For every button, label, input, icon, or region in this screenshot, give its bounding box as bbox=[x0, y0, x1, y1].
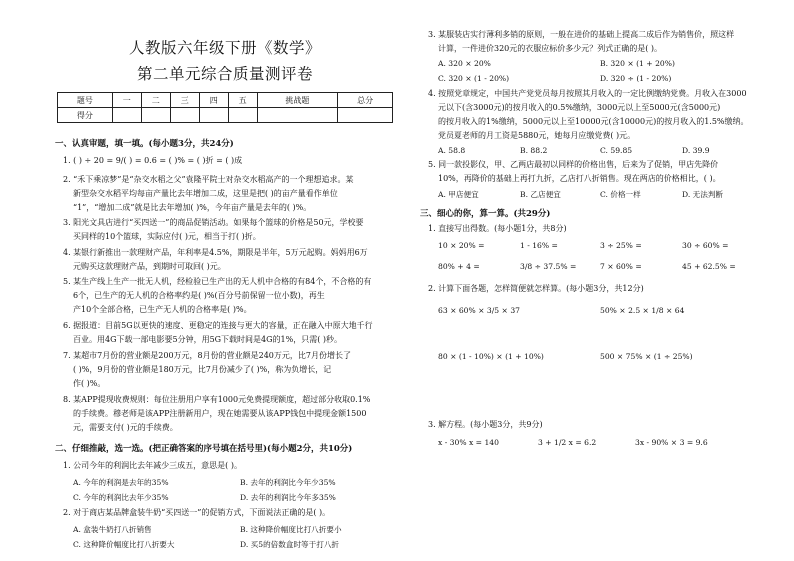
question-2-3-line: 3. 某服装店实行薄利多销的原则，一般在进价的基础上提高二成后作为销售价，照这样 bbox=[428, 30, 735, 39]
question-1-5-line: 产10个全部合格，已生产无人机的合格率是( )%。 bbox=[73, 305, 252, 314]
subquestion-3-1: 1. 直接写出得数。(每小题1分，共8分) bbox=[428, 224, 567, 233]
score-cell[interactable] bbox=[170, 108, 199, 123]
calc-item: 3x - 90% × 3 = 9.6 bbox=[635, 438, 708, 447]
question-1-8-line: 的手续费。穆老师是该APP注册新用户，现在她需要从该APP钱包中提现金额1500 bbox=[73, 409, 367, 418]
calc-item: 30 ÷ 60% = bbox=[682, 241, 729, 250]
option-b: B. 这种降价幅度比打八折要小 bbox=[240, 525, 342, 534]
table-cell: 挑战题 bbox=[257, 93, 338, 108]
score-cell[interactable] bbox=[141, 108, 170, 123]
option-c: C. 这种降价幅度比打八折要大 bbox=[73, 540, 175, 549]
question-1-2-line: 2. “禾下乘凉梦”是“杂交水稻之父”袁隆平院士对杂交水稻高产的一个理想追求。某 bbox=[63, 175, 354, 184]
option-c: C. 320 × (1 - 20%) bbox=[438, 74, 510, 83]
question-2-4-line: 党员夏老师的月工资是5880元，她每月应缴党费( )元。 bbox=[438, 131, 636, 140]
score-table-score-row bbox=[58, 108, 393, 123]
calc-item: 80% + 4 = bbox=[438, 262, 480, 271]
calc-item: 80 × (1 - 10%) × (1 + 10%) bbox=[438, 352, 544, 361]
option-c: C. 价格一样 bbox=[600, 190, 641, 199]
option-c: C. 今年的利润比去年少35% bbox=[73, 493, 169, 502]
subquestion-3-3: 3. 解方程。(每小题3分，共9分) bbox=[428, 420, 543, 429]
option-a: A. 今年的利润是去年的35% bbox=[73, 478, 169, 487]
section-3-heading: 三、细心的你，算一算。(共29分) bbox=[420, 209, 551, 219]
question-2-4-line: 的按月收入的1%缴纳，5000元以上至10000元(含10000元)的按月收入的1.5%缴纳。 bbox=[438, 117, 749, 126]
score-cell[interactable] bbox=[199, 108, 228, 123]
page-title: 人教版六年级下册《数学》 bbox=[128, 39, 321, 57]
subquestion-3-2: 2. 计算下面各题，怎样简便就怎样算。(每小题3分，共12分) bbox=[428, 284, 644, 293]
option-d: D. 去年的利润比今年多35% bbox=[240, 493, 336, 502]
question-2-1: 1. 公司今年的利润比去年减少三成五，意思是( )。 bbox=[63, 461, 242, 470]
table-cell: 总分 bbox=[338, 93, 393, 108]
page-subtitle: 第二单元综合质量测评卷 bbox=[136, 65, 313, 83]
question-1-5-line: 5. 某生产线上生产一批无人机，经检验已生产出的无人机中合格的有84个，不合格的有 bbox=[63, 277, 372, 286]
calc-item: 50% × 2.5 × 1/8 × 64 bbox=[600, 306, 685, 315]
score-table bbox=[57, 92, 393, 123]
option-c: C. 59.85 bbox=[600, 146, 633, 155]
table-cell: 二 bbox=[141, 93, 170, 108]
score-cell[interactable] bbox=[112, 108, 141, 123]
question-1-7-line: 作( )%。 bbox=[73, 379, 106, 388]
question-1-6-line: 百业。用4G下载一部电影要5分钟，用5G下载时间是4G的1%，只需( )秒。 bbox=[73, 335, 343, 344]
calc-item: 45 + 62.5% = bbox=[682, 262, 736, 271]
option-a: A. 58.8 bbox=[438, 146, 466, 155]
option-b: B. 88.2 bbox=[520, 146, 548, 155]
table-cell: 一 bbox=[112, 93, 141, 108]
question-2-5-line: 5. 同一款投影仪，甲、乙两店最初以同样的价格出售，后来为了促销，甲店先降价 bbox=[428, 160, 719, 169]
calc-item: 1 - 16% = bbox=[520, 241, 558, 250]
option-d: D. 39.9 bbox=[682, 146, 710, 155]
option-d: D. 无法判断 bbox=[682, 190, 724, 199]
question-1-3-line: 买同样的10个篮球，实际应付( )元，相当于打( )折。 bbox=[73, 232, 261, 241]
question-1-2-line: 新型杂交水稻平均每亩产量比去年增加二成，这里是把( )的亩产量看作单位 bbox=[73, 189, 338, 198]
calc-item: 3 ÷ 25% = bbox=[600, 241, 642, 250]
score-cell[interactable] bbox=[257, 108, 338, 123]
section-2-heading: 二、仔细推敲，选一选。(把正确答案的序号填在括号里)(每小题2分，共10分) bbox=[55, 444, 353, 454]
question-1-3-line: 3. 阳光文具店进行“买四送一”的商品促销活动。如果每个篮球的价格是50元，学校要 bbox=[63, 218, 364, 227]
question-1-2-line: “1”，“增加二成”就是比去年增加( )%，今年亩产量是去年的( )%。 bbox=[73, 203, 312, 212]
calc-item: 7 × 60% = bbox=[600, 262, 642, 271]
option-a: A. 320 × 20% bbox=[438, 59, 491, 68]
question-1-8-line: 8. 某APP提现收费规则：每位注册用户享有1000元免费提现额度，超过部分收取0.1% bbox=[63, 395, 371, 404]
question-1-7-line: ( )%，9月份的营业额是180万元，比7月份减少了( )%，称为负增长，记 bbox=[73, 365, 332, 374]
question-2-2: 2. 对于商店某品牌盒装牛奶“买四送一”的促销方式，下面说法正确的是( )。 bbox=[63, 508, 331, 517]
question-1-7-line: 7. 某超市7月份的营业额是200万元，8月份的营业额是240万元，比7月份增长了 bbox=[63, 351, 351, 360]
option-b: B. 320 × (1 + 20%) bbox=[600, 59, 675, 68]
score-table-header-row bbox=[58, 93, 393, 108]
question-2-5-line: 10%，再降价的基础上再打九折，乙店打八折销售。现在两店的价格相比，( )。 bbox=[438, 174, 721, 183]
score-cell[interactable] bbox=[338, 108, 393, 123]
question-1-4-line: 4. 某银行新推出一款理财产品，年利率是4.5%，期限是半年，5万元起购。妈妈用6万 bbox=[63, 248, 368, 257]
calc-item: 10 × 20% = bbox=[438, 241, 485, 250]
option-d: D. 320 ÷ (1 - 20%) bbox=[600, 74, 672, 83]
question-2-4-line: 4. 按照党章规定，中国共产党党员每月按照其月收入的一定比例缴纳党费。月收入在3000 bbox=[428, 89, 747, 98]
option-d: D. 买5的倍数盒时等于打八折 bbox=[240, 540, 340, 549]
calc-item: x - 30% x = 140 bbox=[438, 438, 499, 447]
table-cell: 题号 bbox=[58, 93, 113, 108]
option-a: A. 甲店便宜 bbox=[438, 190, 479, 199]
calc-item: 3/8 ÷ 37.5% = bbox=[520, 262, 577, 271]
calc-item: 63 × 60% × 3/5 × 37 bbox=[438, 306, 520, 315]
question-1-4-line: 元购买这款理财产品，到期时可取回( )元。 bbox=[73, 262, 226, 271]
question-2-4-line: 元以下(含3000元)的按月收入的0.5%缴纳，3000元以上至5000元(含5000元) bbox=[438, 103, 721, 112]
calc-item: 500 × 75% × (1 ÷ 25%) bbox=[600, 352, 693, 361]
option-b: B. 乙店便宜 bbox=[520, 190, 561, 199]
question-1-8-line: 元，需要支付( )元的手续费。 bbox=[73, 423, 178, 432]
question-1-6-line: 6. 据报道：目前5G以更快的速度、更稳定的连接与更大的容量，正在融入中原大地千行 bbox=[63, 321, 373, 330]
table-cell: 得分 bbox=[58, 108, 113, 123]
option-a: A. 盒装牛奶打八折销售 bbox=[73, 525, 152, 534]
question-1-1: 1. ( ) ÷ 20 = 9/( ) = 0.6 = ( )% = ( )折 = ( )成 bbox=[63, 156, 243, 165]
question-1-5-line: 6个，已生产的无人机的合格率约是( )%(百分号前保留一位小数)，再生 bbox=[73, 291, 325, 300]
section-1-heading: 一、认真审题，填一填。(每小题3分，共24分) bbox=[55, 139, 234, 149]
table-cell: 五 bbox=[228, 93, 257, 108]
score-cell[interactable] bbox=[228, 108, 257, 123]
option-b: B. 去年的利润比今年少35% bbox=[240, 478, 336, 487]
question-2-3-line: 计算，一件进价320元的衣服应标价多少元？列式正确的是( )。 bbox=[438, 44, 663, 53]
table-cell: 三 bbox=[170, 93, 199, 108]
calc-item: 3 + 1/2 x = 6.2 bbox=[538, 438, 597, 447]
table-cell: 四 bbox=[199, 93, 228, 108]
